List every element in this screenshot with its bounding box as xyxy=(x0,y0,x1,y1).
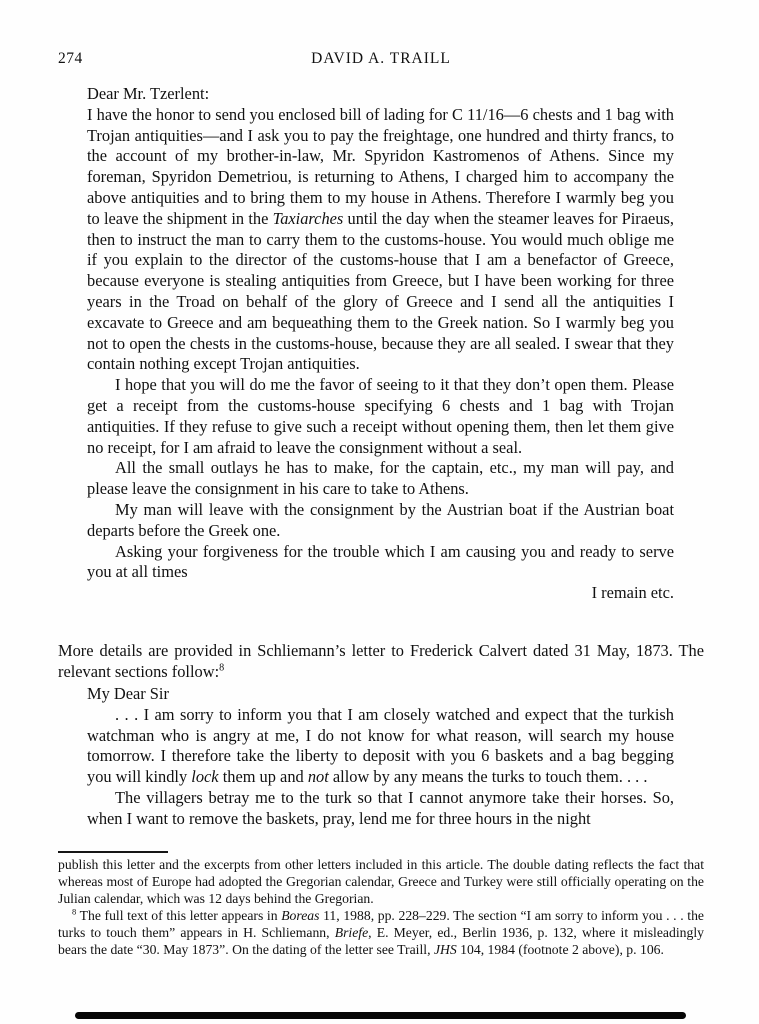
letter-signoff: I remain etc. xyxy=(591,583,674,603)
letter-to-calvert xyxy=(87,684,674,830)
letter-paragraph-outlays: All the small outlays he has to make, for the captain, etc., my man will pay, and please leave the consignment in his care to take to Athens. xyxy=(87,458,674,499)
letter-paragraph-receipt: I hope that you will do me the favor of seeing to it that they don’t open them. Please get a receipt from the customs-house specifying 6 chests and 1 bag with Trojan antiquities. If they refuse to give such a receipt without opening them, then let them give no receipt, for I am afraid to leave the consignment without a seal. xyxy=(87,375,674,457)
page-header xyxy=(58,50,704,68)
letter-to-tzerlent xyxy=(87,84,674,604)
letter-paragraph-watched: . . . I am sorry to inform you that I am closely watched and expect that the turkish watchman who is angry at me, I do not know for what reason, will search my house tomorrow. I therefore take the liberty to deposit with you 6 baskets and a bag begging you will kindly lock them up and not allow by any means the turks to touch them. . . . xyxy=(87,704,674,787)
letter-salutation: Dear Mr. Tzerlent: xyxy=(87,84,210,103)
letter-paragraph-boat: My man will leave with the consignment by the Austrian boat if the Austrian boat departs before the Greek one. xyxy=(87,499,674,540)
narrative-paragraph: More details are provided in Schliemann’s letter to Frederick Calvert dated 31 May, 1873. The relevant sections follow:$^8$ xyxy=(58,641,704,681)
footnotes xyxy=(58,856,704,958)
footnote-continuation: publish this letter and the excerpts from other letters included in this article. The double dating reflects the fact that whereas most of Europe had adopted the Gregorian calendar, Greece and Turkey were still officially operating on the Julian calendar, which was 12 days behind the Gregorian. xyxy=(58,857,704,906)
running-head: DAVID A. TRAILL xyxy=(311,50,451,67)
letter-paragraph-villagers: The villagers betray me to the turk so that I cannot anymore take their horses. So, when I want to remove the baskets, pray, lend me for three hours in the night xyxy=(87,787,674,828)
letter-paragraph-forgiveness: Asking your forgiveness for the trouble which I am causing you and ready to serve you at all times xyxy=(87,541,674,582)
page-number: 274 xyxy=(58,50,83,67)
scan-artifact-bar xyxy=(75,1012,686,1019)
footnote-rule xyxy=(58,851,168,853)
letter-salutation: My Dear Sir xyxy=(87,684,169,703)
letter-paragraph-opening: I have the honor to send you enclosed bill of lading for C 11/16—6 chests and 1 bag with Trojan antiquities—and I ask you to pay the freightage, one hundred and thirty francs, to the account of my brother-in-law, Mr. Spyridon Kastromenos of Athens. Since my foreman, Spyridon Demetriou, is returning to Athens, I charged him to accompany the above antiquities and to bring them to my house in Athens. Therefore I warmly beg you to leave the shipment in the Taxiarches until the day when the steamer leaves for Piraeus, then to instruct the man to carry them to the customs-house. You would much oblige me if you explain to the director of the customs-house that I am a benefactor of Greece, because everyone is stealing antiquities from Greece, but I have been working for three years in the Troad on behalf of the glory of Greece and I send all the antiquities I excavate to Greece and am bequeathing them to the Greek nation. So I warmly beg you not to open the chests in the customs-house, because they are all sealed. I swear that they contain nothing except Trojan antiquities. xyxy=(87,104,674,374)
footnote-8: $^8$ The full text of this letter appears in Boreas 11, 1988, pp. 228–229. The section “I am sorry to inform you . . . the turks to touch them” appears in H. Schliemann, Briefe, E. Meyer, ed., Berlin 1936, p. 132, where it misleadingly bears the date “30. May 1873”. On the dating of the letter see Traill, JHS 104, 1984 (footnote 2 above), p. 106. xyxy=(58,906,704,957)
